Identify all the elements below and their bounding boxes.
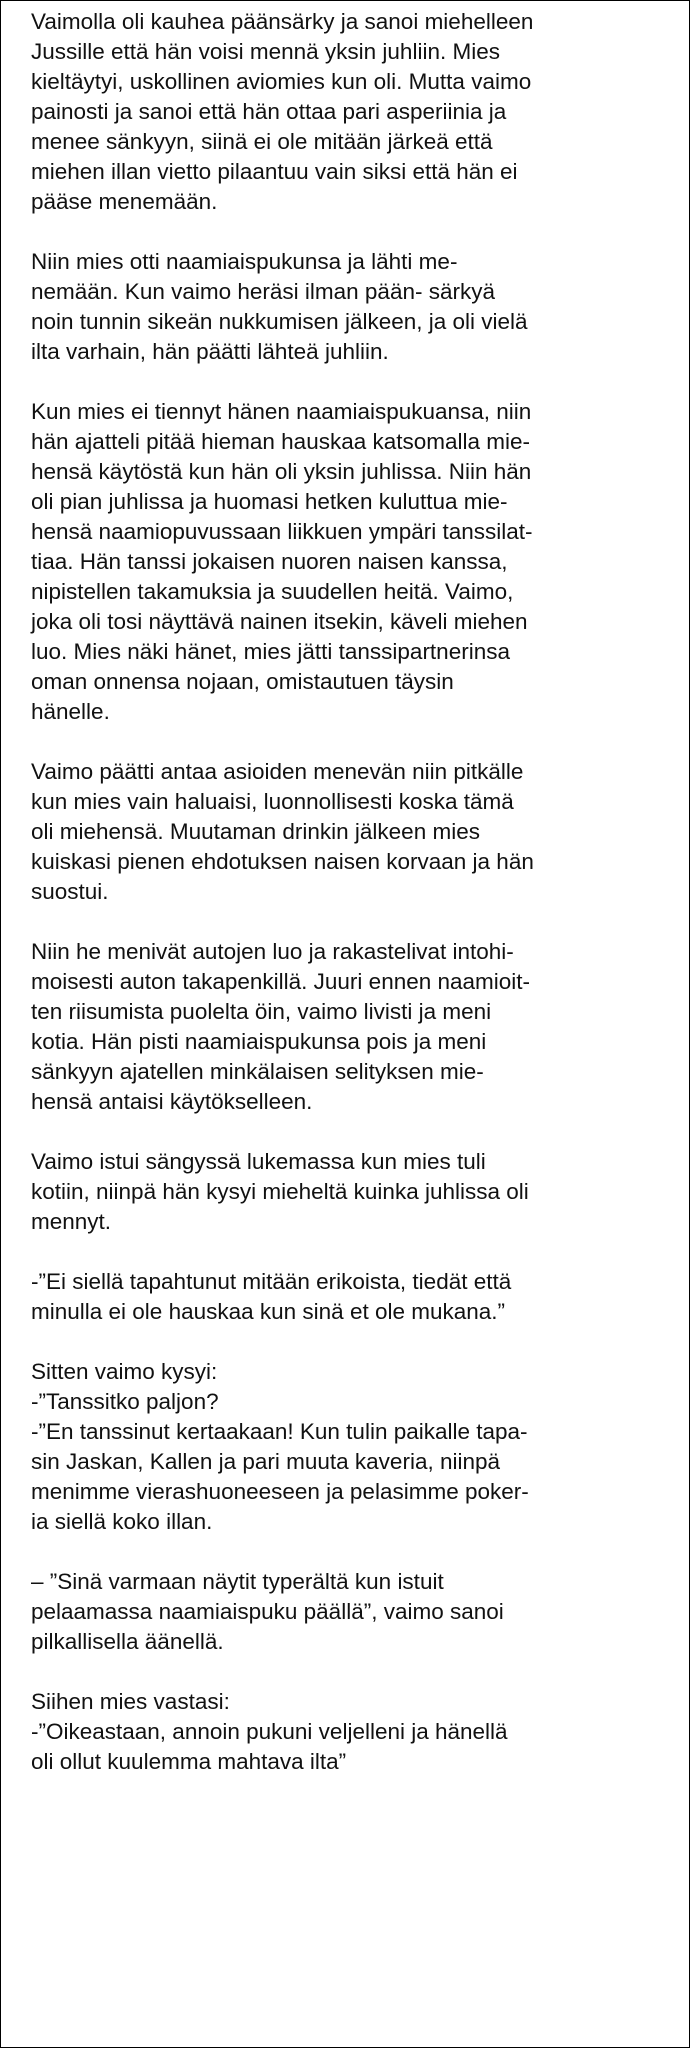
text-line: oli pian juhlissa ja huomasi hetken kuluttua mie- xyxy=(31,489,508,514)
text-line: -”Ei siellä tapahtunut mitään erikoista, tiedät että xyxy=(31,1269,512,1294)
text-line: menimme vierashuoneeseen ja pelasimme poker- xyxy=(31,1479,529,1504)
paragraph xyxy=(31,1687,671,1777)
text-line: Niin mies otti naamiaispukunsa ja lähti me- xyxy=(31,249,458,274)
text-line: hensä käytöstä kun hän oli yksin juhlissa. Niin hän xyxy=(31,459,532,484)
text-line: mennyt. xyxy=(31,1209,112,1234)
text-line: oli ollut kuulemma mahtava ilta” xyxy=(31,1749,347,1774)
story-text xyxy=(31,7,671,1777)
paragraph xyxy=(31,397,671,727)
text-line: Siihen mies vastasi: xyxy=(31,1689,230,1714)
paragraph xyxy=(31,1267,671,1327)
text-line: painosti ja sanoi että hän ottaa pari asperiinia ja xyxy=(31,99,507,124)
paragraph-gap xyxy=(31,1327,671,1357)
text-line: kotiin, niinpä hän kysyi mieheltä kuinka juhlissa oli xyxy=(31,1179,529,1204)
text-line: – ”Sinä varmaan näytit typerältä kun istuit xyxy=(31,1569,444,1594)
text-line: oli miehensä. Muutaman drinkin jälkeen mies xyxy=(31,819,480,844)
text-line: kotia. Hän pisti naamiaispukunsa pois ja meni xyxy=(31,1029,487,1054)
paragraph-gap xyxy=(31,1657,671,1687)
text-line: luo. Mies näki hänet, mies jätti tanssipartnerinsa xyxy=(31,639,510,664)
paragraph xyxy=(31,7,671,217)
text-line: Kun mies ei tiennyt hänen naamiaispukuansa, niin xyxy=(31,399,532,424)
text-line: nemään. Kun vaimo heräsi ilman pään- särkyä xyxy=(31,279,495,304)
text-line: moisesti auton takapenkillä. Juuri ennen naamioit- xyxy=(31,969,531,994)
text-line: joka oli tosi näyttävä nainen itsekin, käveli miehen xyxy=(31,609,528,634)
text-line: kieltäytyi, uskollinen aviomies kun oli. Mutta vaimo xyxy=(31,69,532,94)
text-line: Vaimolla oli kauhea päänsärky ja sanoi miehelleen xyxy=(31,9,534,34)
text-line: ten riisumista puolelta öin, vaimo livisti ja meni xyxy=(31,999,492,1024)
text-line: miehen illan vietto pilaantuu vain siksi että hän ei xyxy=(31,159,518,184)
text-line: pelaamassa naamiaispuku päällä”, vaimo sanoi xyxy=(31,1599,504,1624)
text-line: Niin he menivät autojen luo ja rakastelivat intohi- xyxy=(31,939,514,964)
text-line: Sitten vaimo kysyi: xyxy=(31,1359,218,1384)
text-line: minulla ei ole hauskaa kun sinä et ole mukana.” xyxy=(31,1299,506,1324)
text-line: hänelle. xyxy=(31,699,110,724)
paragraph xyxy=(31,1567,671,1657)
text-line: nipistellen takamuksia ja suudellen heitä. Vaimo, xyxy=(31,579,514,604)
paragraph-gap xyxy=(31,217,671,247)
paragraph xyxy=(31,247,671,367)
text-line: oman onnensa nojaan, omistautuen täysin xyxy=(31,669,454,694)
paragraph-gap xyxy=(31,907,671,937)
text-line: kuiskasi pienen ehdotuksen naisen korvaan ja hän xyxy=(31,849,534,874)
paragraph-gap xyxy=(31,1237,671,1267)
paragraph-gap xyxy=(31,1537,671,1567)
text-line: Vaimo istui sängyssä lukemassa kun mies tuli xyxy=(31,1149,486,1174)
text-line: pääse menemään. xyxy=(31,189,218,214)
paragraph-gap xyxy=(31,367,671,397)
text-line: hän ajatteli pitää hieman hauskaa katsomalla mie- xyxy=(31,429,531,454)
paragraph xyxy=(31,757,671,907)
text-line: kun mies vain haluaisi, luonnollisesti koska tämä xyxy=(31,789,514,814)
text-line: noin tunnin sikeän nukkumisen jälkeen, ja oli vielä xyxy=(31,309,528,334)
text-line: hensä naamiopuvussaan liikkuen ympäri tanssilat- xyxy=(31,519,533,544)
text-line: pilkallisella äänellä. xyxy=(31,1629,224,1654)
text-line: -”Tanssitko paljon? xyxy=(31,1389,219,1414)
text-line: sänkyyn ajatellen minkälaisen selityksen mie- xyxy=(31,1059,484,1084)
text-line: -”En tanssinut kertaakaan! Kun tulin paikalle tapa- xyxy=(31,1419,528,1444)
paragraph xyxy=(31,1357,671,1537)
text-line: ia siellä koko illan. xyxy=(31,1509,213,1534)
text-line: hensä antaisi käytökselleen. xyxy=(31,1089,313,1114)
text-line: tiaa. Hän tanssi jokaisen nuoren naisen kanssa, xyxy=(31,549,508,574)
text-line: -”Oikeastaan, annoin pukuni veljelleni ja hänellä xyxy=(31,1719,508,1744)
paragraph-gap xyxy=(31,727,671,757)
text-line: menee sänkyyn, siinä ei ole mitään järkeä että xyxy=(31,129,493,154)
text-line: suostui. xyxy=(31,879,109,904)
text-line: Jussille että hän voisi mennä yksin juhliin. Mies xyxy=(31,39,500,64)
paragraph xyxy=(31,1147,671,1237)
paragraph-gap xyxy=(31,1117,671,1147)
text-line: Vaimo päätti antaa asioiden menevän niin pitkälle xyxy=(31,759,524,784)
paragraph xyxy=(31,937,671,1117)
text-line: sin Jaskan, Kallen ja pari muuta kaveria, niinpä xyxy=(31,1449,501,1474)
text-line: ilta varhain, hän päätti lähteä juhliin. xyxy=(31,339,389,364)
